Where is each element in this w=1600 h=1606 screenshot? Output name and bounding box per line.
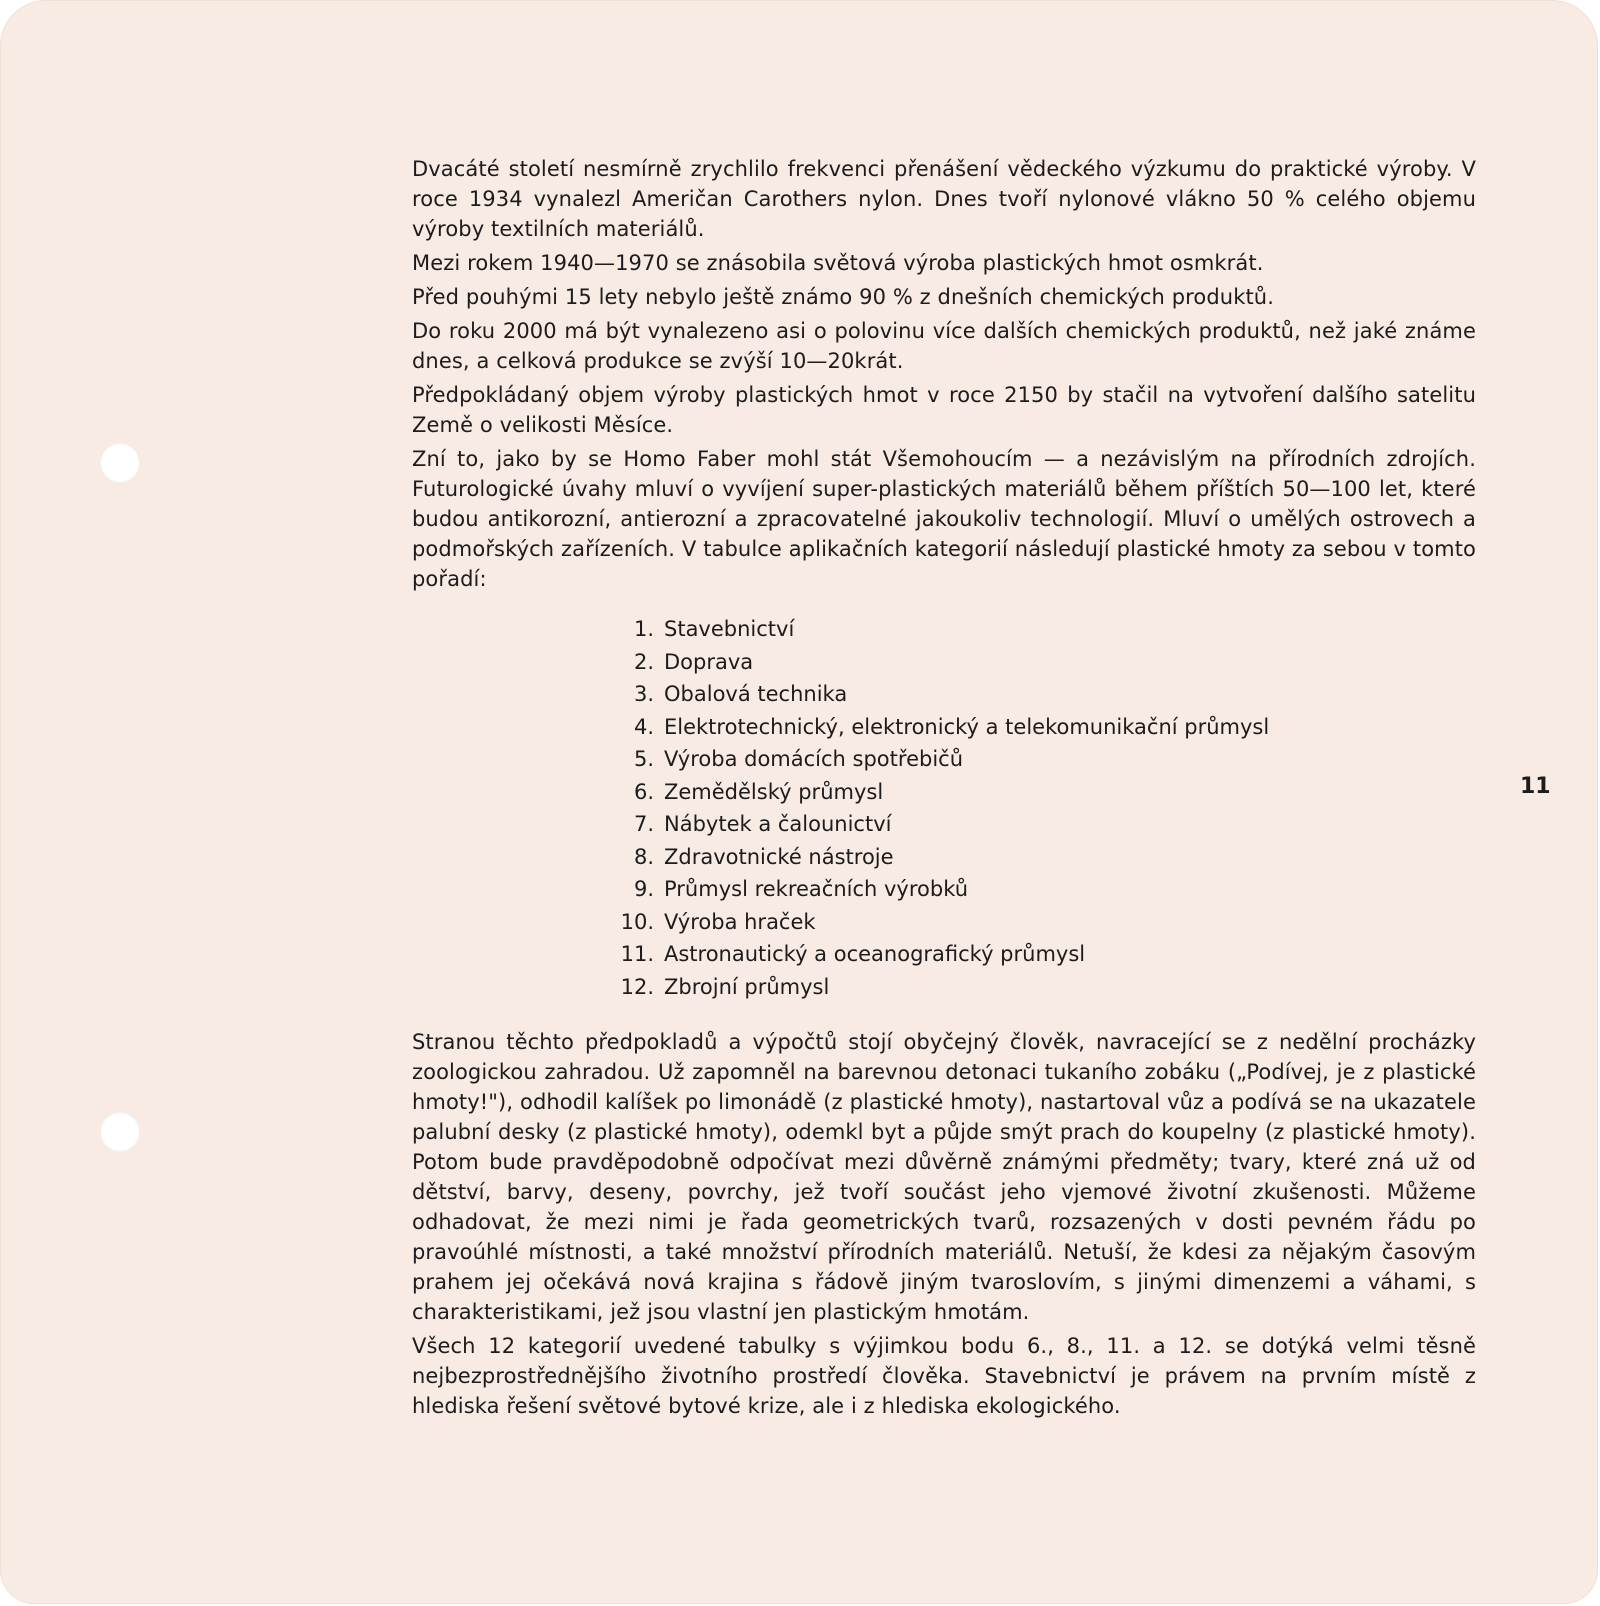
list-item xyxy=(610,874,1269,907)
paragraph: Předpokládaný objem výroby plastických hmot v roce 2150 by stačil na vytvoření dalšího satelitu Země o velikosti Měsíce. xyxy=(412,383,1476,437)
list-number: 9. xyxy=(633,877,654,901)
paragraph: Všech 12 kategorií uvedené tabulky s výjimkou bodu 6., 8., 11. a 12. se dotýká velmi těsně nejbezprostřednějšího životního prostředí člověka. Stavebnictví je právem na prvním místě z hlediska řešení světové bytové krize, ale i z hlediska ekologického. xyxy=(412,1334,1476,1418)
list-number: 11. xyxy=(620,942,654,966)
list-label: Výroba hraček xyxy=(664,909,816,934)
paragraph: Stranou těchto předpokladů a výpočtů stojí obyčejný člověk, navracející se z nedělní procházky zoologickou zahradou. Už zapomněl na barevnou detonaci tukaního zobáku („Podívej, je z plastické hmoty!"), odhodil kalíšek po limonádě (z plastické hmoty), nastartoval vůz a podívá se na ukazatele palubní desky (z plastické hmoty), odemkl byt a půjde smýt prach do koupelny (z plastické hmoty). Potom bude pravděpodobně odpočívat mezi důvěrně známými předměty; tvary, které zná už od dětství, barvy, deseny, povrchy, jež tvoří součást jeho vjemové životní zkušenosti. Můžeme odhadovat, že mezi nimi je řada geometrických tvarů, rozsazených v dosti pevném řádu po pravoúhlé místnosti, a také množství přírodních materiálů. Netuší, že kdesi za nějakým časovým prahem jej očekává nová krajina s řádově jiným tvaroslovím, s jinými dimenzemi a váhami, s charakteristikami, jež jsou vlastní jen plastickým hmotám. xyxy=(412,1030,1476,1324)
paragraph: Do roku 2000 má být vynalezeno asi o polovinu více dalších chemických produktů, než jaké známe dnes, a celková produkce se zvýší 10—20krát. xyxy=(412,319,1476,373)
list-item xyxy=(610,647,1269,680)
list-label: Doprava xyxy=(664,649,754,674)
list-number: 4. xyxy=(633,714,654,739)
list-number: 10. xyxy=(620,909,654,934)
list-number: 6. xyxy=(633,779,654,804)
list-item xyxy=(610,972,1269,1005)
list-item xyxy=(610,712,1269,745)
list-number: 12. xyxy=(620,974,654,999)
punch-hole xyxy=(100,1112,140,1152)
list-number: 2. xyxy=(633,649,654,674)
list-item xyxy=(610,842,1269,875)
list-item xyxy=(610,939,1269,972)
list-number: 5. xyxy=(633,747,654,771)
list-number: 1. xyxy=(633,617,654,641)
text-block-top xyxy=(412,154,1476,598)
page-number: 11 xyxy=(1520,774,1551,799)
list-label: Stavebnictví xyxy=(664,617,795,641)
list-label: Astronautický a oceanografický průmysl xyxy=(664,942,1086,966)
list-label: Zdravotnické nástroje xyxy=(664,844,894,869)
category-list xyxy=(610,614,1269,1004)
list-item xyxy=(610,679,1269,712)
text-block-bottom xyxy=(412,1027,1476,1425)
paragraph: Dvacáté století nesmírně zrychlilo frekvenci přenášení vědeckého výzkumu do praktické výroby. V roce 1934 vynalezl Američan Carothers nylon. Dnes tvoří nylonové vlákno 50 % celého objemu výroby textilních materiálů. xyxy=(412,157,1476,241)
list-label: Elektrotechnický, elektronický a telekomunikační průmysl xyxy=(664,714,1270,739)
list-label: Zemědělský průmysl xyxy=(664,779,884,804)
list-label: Výroba domácích spotřebičů xyxy=(664,747,964,771)
paragraph: Před pouhými 15 lety nebylo ještě známo 90 % z dnešních chemických produktů. xyxy=(412,285,1274,309)
list-item xyxy=(610,907,1269,940)
paragraph: Mezi rokem 1940—1970 se znásobila světová výroba plastických hmot osmkrát. xyxy=(412,251,1264,275)
list-item xyxy=(610,614,1269,647)
punch-hole xyxy=(100,443,140,483)
paragraph: Zní to, jako by se Homo Faber mohl stát Všemohoucím — a nezávislým na přírodních zdrojích. Futurologické úvahy mluví o vyvíjení super-plastických materiálů během příštích 50—100 let, které budou antikorozní, antierozní a zpracovatelné jakoukoliv technologií. Mluví o umělých ostrovech a podmořských zařízeních. V tabulce aplikačních kategorií následují plastické hmoty za sebou v tomto pořadí: xyxy=(412,447,1476,591)
list-number: 7. xyxy=(633,812,654,836)
list-number: 3. xyxy=(633,682,654,706)
list-item xyxy=(610,809,1269,842)
list-label: Průmysl rekreačních výrobků xyxy=(664,877,969,901)
list-label: Zbrojní průmysl xyxy=(664,974,830,999)
list-label: Obalová technika xyxy=(664,682,848,706)
list-label: Nábytek a čalounictví xyxy=(664,812,892,836)
list-number: 8. xyxy=(633,844,654,869)
list-item xyxy=(610,744,1269,777)
list-item xyxy=(610,777,1269,810)
